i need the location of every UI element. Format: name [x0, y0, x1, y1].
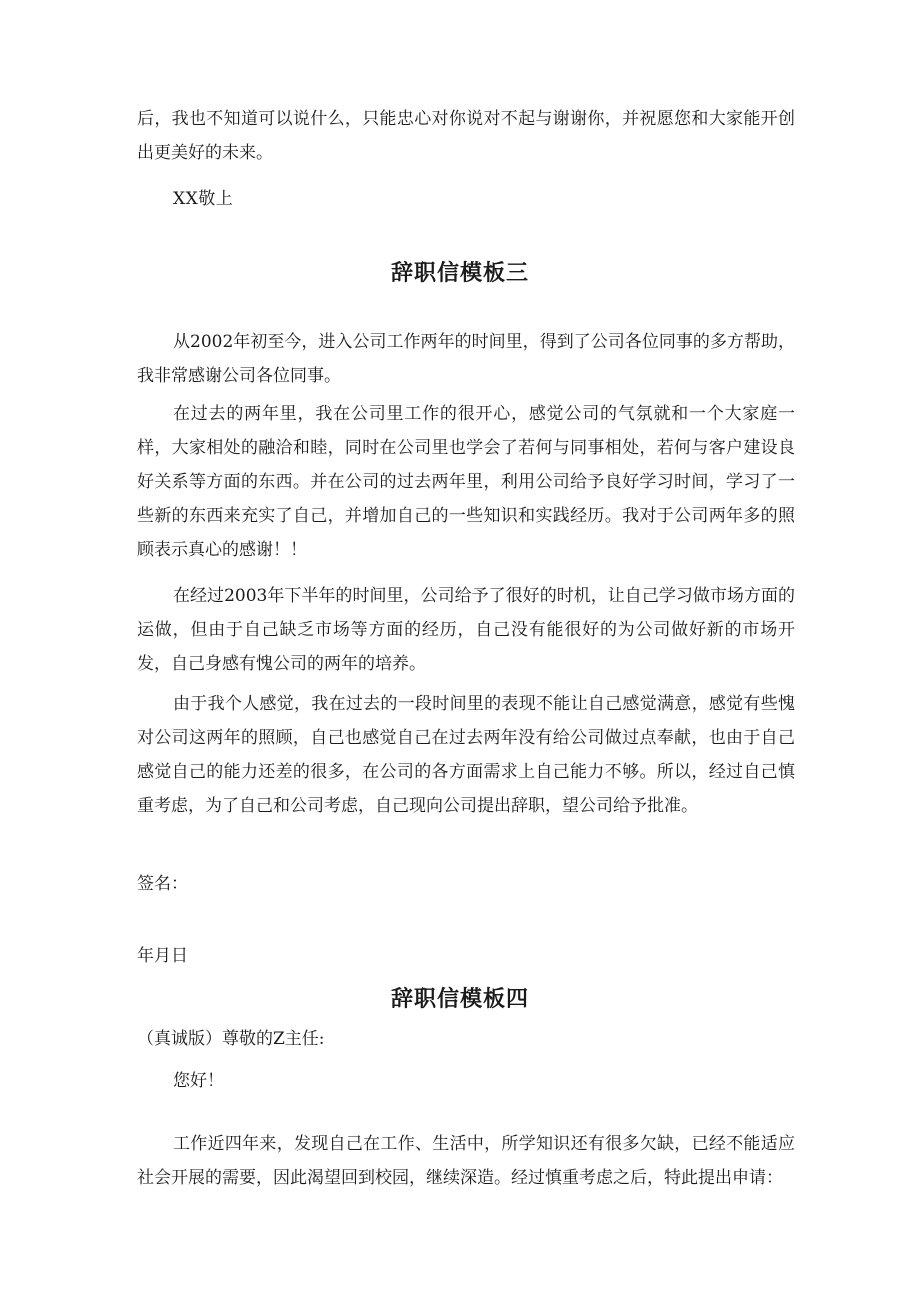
- template-3-paragraph-4: 由于我个人感觉，我在过去的一段时间里的表现不能让自己感觉满意，感觉有些愧对公司这两年的照顾，自己也感觉自己在过去两年没有给公司做过点奉献，也由于自己感觉自己的能力还差的很多，在公司的各方面需求上自己能力不够。所以，经过自己慎重考虑，为了自己和公司考虑，自己现向公司提出辞职，望公司给予批准。: [137, 694, 795, 816]
- template-3-paragraph-2: 在过去的两年里，我在公司里工作的很开心，感觉公司的气氛就和一个大家庭一样，大家相处的融洽和睦，同时在公司里也学会了若何与同事相处，若何与客户建设良好关系等方面的东西。并在公司的过去两年里，利用公司给予良好学习时间，学习了一些新的东西来充实了自己，并增加自己的一些知识和实践经历。我对于公司两年多的照顾表示真心的感谢！！: [137, 404, 795, 560]
- signature-label: 签名：: [137, 874, 188, 894]
- template-4-body: 工作近四年来，发现自己在工作、生活中，所学知识还有很多欠缺，已经不能适应社会开展的需要，因此渴望回到校园，继续深造。经过慎重考虑之后，特此提出申请：: [137, 1134, 795, 1188]
- template-3-title: 辞职信模板三: [390, 260, 529, 286]
- template-3-paragraph-1: 从2002年初至今，进入公司工作两年的时间里，得到了公司各位同事的多方帮助，我非常感谢公司各位同事。: [137, 332, 795, 386]
- template-4-salutation: （真诚版）尊敬的Z主任:: [137, 1029, 325, 1049]
- template-4-title: 辞职信模板四: [390, 986, 529, 1012]
- date-label: 年月日: [137, 946, 188, 966]
- template-4-greeting: 您好！: [173, 1071, 224, 1091]
- signoff: XX敬上: [173, 189, 234, 209]
- closing-paragraph: 后，我也不知道可以说什么，只能忠心对你说对不起与谢谢你，并祝愿您和大家能开创出更美好的未来。: [137, 109, 795, 163]
- template-3-paragraph-3: 在经过2003年下半年的时间里，公司给予了很好的时机，让自己学习做市场方面的运做，但由于自己缺乏市场等方面的经历，自己没有能很好的为公司做好新的市场开发，自己身感有愧公司的两年的培养。: [137, 586, 795, 674]
